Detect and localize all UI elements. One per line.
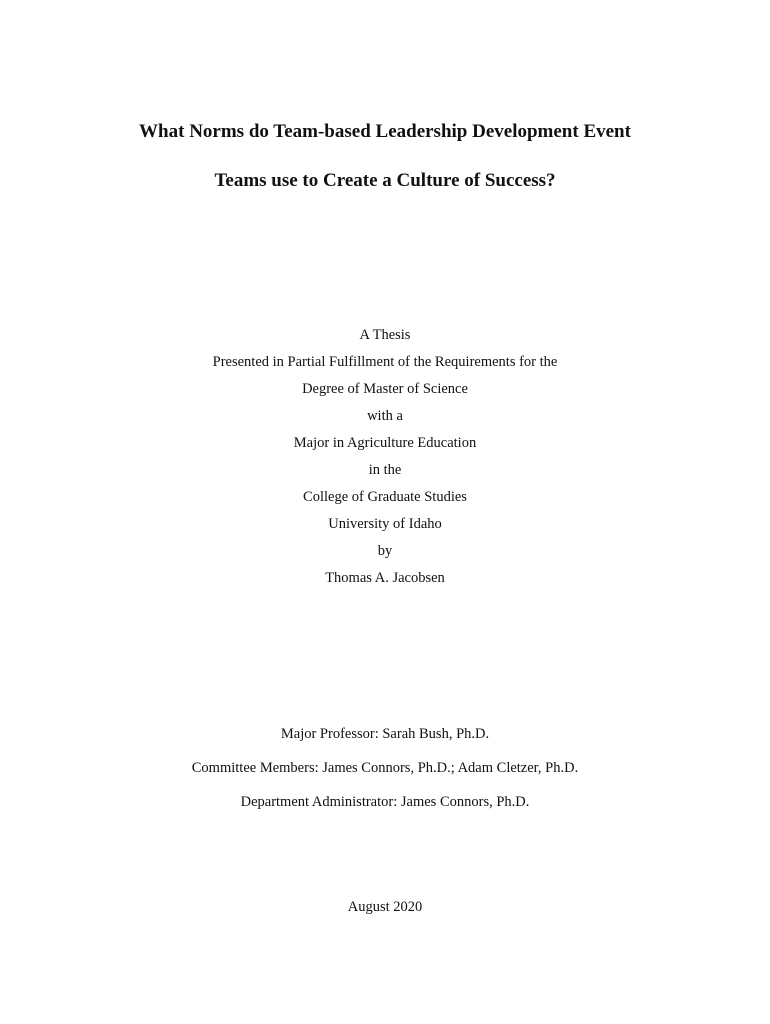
committee-members: Committee Members: James Connors, Ph.D.; Adam Cletzer, Ph.D.: [191, 760, 579, 776]
by-line: by: [377, 543, 393, 559]
major-professor: Major Professor: Sarah Bush, Ph.D.: [280, 726, 490, 742]
with-a-line: with a: [367, 408, 403, 424]
thesis-title-line-2: Teams use to Create a Culture of Success?: [214, 170, 556, 191]
in-the-line: in the: [368, 462, 402, 478]
college-line: College of Graduate Studies: [303, 489, 467, 505]
thesis-label: A Thesis: [359, 327, 411, 343]
submission-date: August 2020: [347, 899, 423, 915]
thesis-title-line-1: What Norms do Team-based Leadership Development Event: [139, 121, 631, 142]
fulfillment-line: Presented in Partial Fulfillment of the Requirements for the: [212, 354, 558, 370]
major-line: Major in Agriculture Education: [293, 435, 477, 451]
university-line: University of Idaho: [328, 516, 442, 532]
degree-line: Degree of Master of Science: [302, 381, 468, 397]
department-administrator: Department Administrator: James Connors, Ph.D.: [240, 794, 530, 810]
author-name: Thomas A. Jacobsen: [325, 570, 445, 586]
